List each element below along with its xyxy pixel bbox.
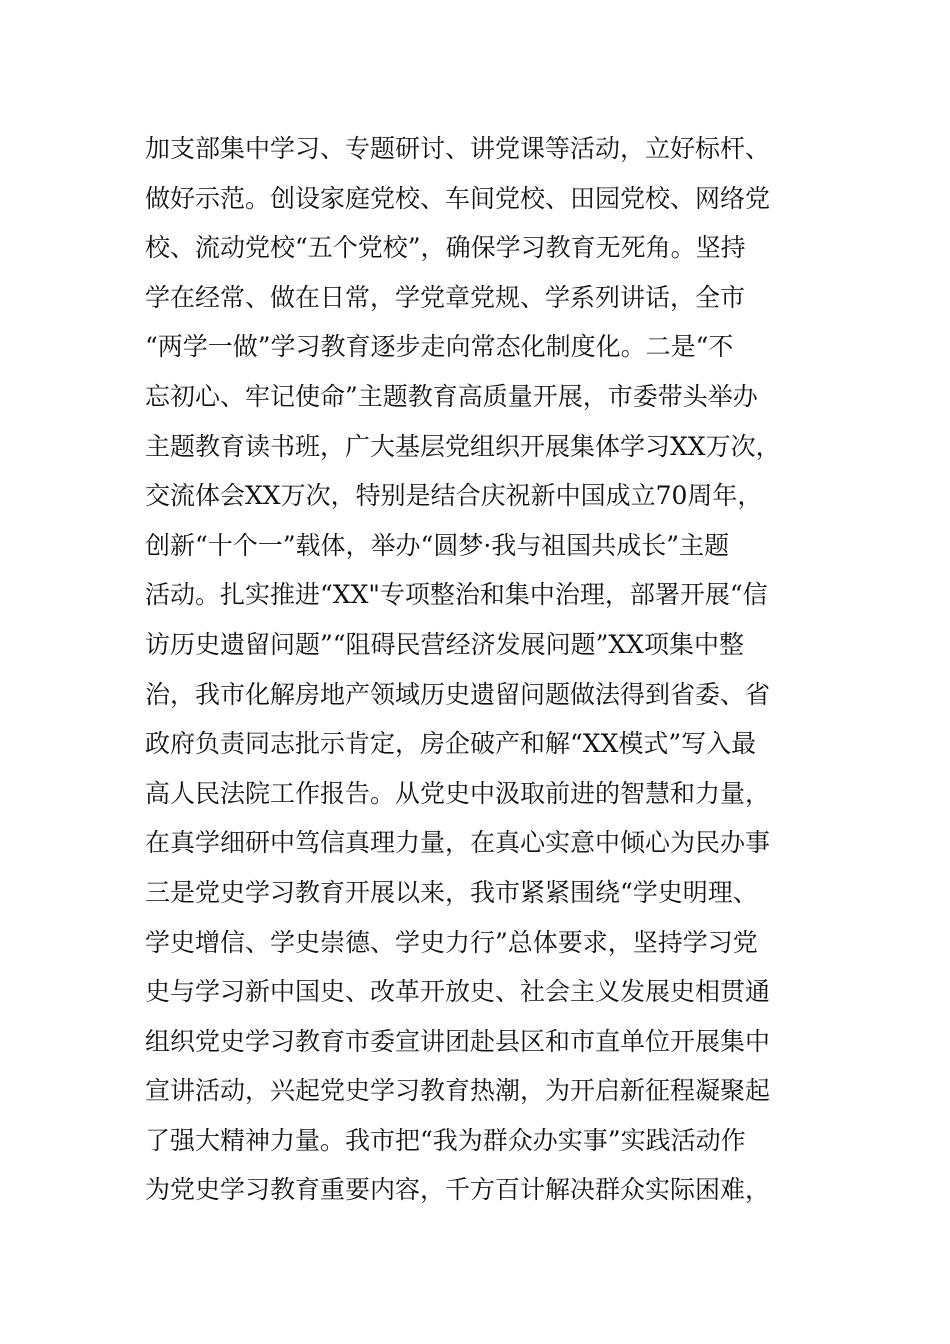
text-line: 访历史遗留问题”“阻碍民营经济发展问题”XX项集中整 <box>145 629 744 659</box>
text-line: 加支部集中学习、专题研讨、讲党课等活动，立好标杆、 <box>145 134 771 163</box>
text-line: 创新“十个一”载体，举办“圆梦·我与祖国共成长”主题 <box>145 530 730 560</box>
body-text <box>145 124 815 1215</box>
text-line: 三是党史学习教育开展以来，我市紧紧围绕“学史明理、 <box>145 877 758 907</box>
text-line: 忘初心、牢记使命”主题教育高质量开展，市委带头举办 <box>145 381 758 411</box>
text-line: 在真学细研中笃信真理力量，在真心实意中倾心为民办事 <box>145 828 771 858</box>
text-line: 高人民法院工作报告。从党史中汲取前进的智慧和力量， <box>145 778 771 808</box>
text-line: 学史增信、学史崇德、学史力行”总体要求，坚持学习党 <box>145 927 758 957</box>
text-line: 组织党史学习教育市委宣讲团赴县区和市直单位开展集中 <box>145 1026 771 1056</box>
text-line: 主题教育读书班，广大基层党组织开展集体学习XX万次， <box>145 431 781 461</box>
text-line: 活动。扎实推进“XX"专项整治和集中治理，部署开展“信 <box>145 580 768 610</box>
text-line: 政府负责同志批示肯定，房企破产和解“XX模式”写入最 <box>145 729 757 759</box>
text-line: 校、流动党校“五个党校”，确保学习教育无死角。坚持 <box>145 233 746 263</box>
text-line: 做好示范。创设家庭党校、车间党校、田园党校、网络党 <box>145 183 771 213</box>
text-line: 为党史学习教育重要内容，千方百计解决群众实际困难， <box>145 1175 771 1205</box>
text-line: 治，我市化解房地产领域历史遗留问题做法得到省委、省 <box>145 679 771 709</box>
text-line: 史与学习新中国史、改革开放史、社会主义发展史相贯通 <box>145 977 771 1007</box>
text-line: 学在经常、做在日常，学党章党规、学系列讲话，全市 <box>145 282 746 312</box>
text-line: 交流体会XX万次，特别是结合庆祝新中国成立70周年， <box>145 481 763 511</box>
text-line: 了强大精神力量。我市把“我为群众办实事”实践活动作 <box>145 1125 746 1155</box>
text-line: “两学一做”学习教育逐步走向常态化制度化。二是“不 <box>145 332 734 362</box>
text-line: 宣讲活动，兴起党史学习教育热潮，为开启新征程凝聚起 <box>145 1076 771 1106</box>
